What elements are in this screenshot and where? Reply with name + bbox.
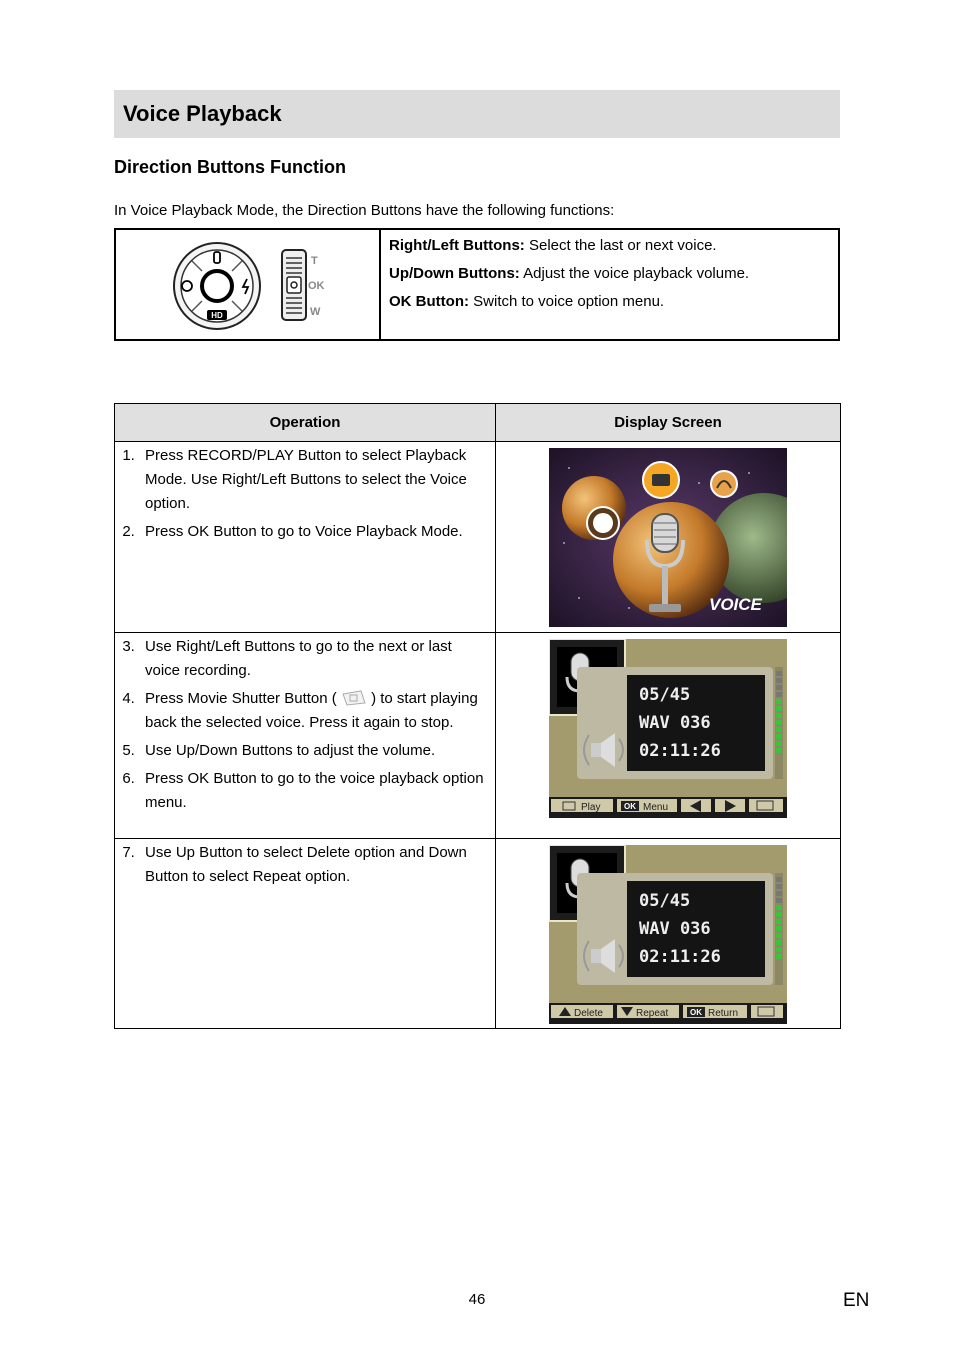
direction-buttons-illustration <box>116 230 381 339</box>
repeat-label: Repeat <box>636 1008 669 1019</box>
step-item: 6. Press OK Button to go to the voice playback option menu. <box>139 767 489 815</box>
svg-text:W: W <box>310 306 321 318</box>
volume-meter <box>775 873 783 985</box>
voice-label: VOICE <box>709 595 762 614</box>
step-item: 1. Press RECORD/PLAY Button to select Playback Mode. Use Right/Left Buttons to select the Voice option. <box>139 444 489 516</box>
voice-filename: WAV 036 <box>639 919 711 939</box>
button-function-table <box>114 228 840 341</box>
function-right-left: Right/Left Buttons: Select the last or next voice. <box>389 237 717 254</box>
section-title-bar <box>114 90 840 138</box>
display-cell <box>496 839 841 1029</box>
voice-counter: 05/45 <box>639 685 691 705</box>
display-cell <box>496 633 841 839</box>
step-item: 5. Use Up/Down Buttons to adjust the volume. <box>139 739 489 763</box>
button-function-descriptions <box>381 230 838 339</box>
step-item: 3. Use Right/Left Buttons to go to the next or last voice recording. <box>139 635 489 683</box>
voice-counter: 05/45 <box>639 891 691 911</box>
voice-filename: WAV 036 <box>639 713 711 733</box>
play-label: Play <box>581 802 601 813</box>
operation-cell <box>115 839 496 1029</box>
svg-text:OK: OK <box>308 280 325 292</box>
svg-text:OK: OK <box>690 1008 702 1017</box>
voice-time: 02:11:26 <box>639 947 721 967</box>
page-number: 46 <box>468 1291 486 1308</box>
voice-time: 02:11:26 <box>639 741 721 761</box>
movie-shutter-icon <box>341 689 367 707</box>
voice-option-screen <box>549 845 787 1024</box>
operation-cell <box>115 633 496 839</box>
operation-cell <box>115 442 496 633</box>
page-title: Voice Playback <box>123 101 282 126</box>
dpad-icon <box>116 230 379 339</box>
display-cell <box>496 442 841 633</box>
language-tag: EN <box>843 1290 870 1311</box>
operation-table <box>114 403 841 1029</box>
function-ok: OK Button: Switch to voice option menu. <box>389 293 665 310</box>
step-item: 4. Press Movie Shutter Button ( ) to start playing back the selected voice. Press it again to stop. <box>139 687 489 735</box>
operation-header: Operation <box>115 404 496 442</box>
svg-text:T: T <box>311 255 318 267</box>
display-screen-header: Display Screen <box>496 404 841 442</box>
section-subtitle: Direction Buttons Function <box>114 157 346 177</box>
function-up-down: Up/Down Buttons: Adjust the voice playback volume. <box>389 265 750 282</box>
svg-text:OK: OK <box>624 802 636 811</box>
intro-text: In Voice Playback Mode, the Direction Buttons have the following functions: <box>114 202 615 219</box>
step-item: 7. Use Up Button to select Delete option and Down Button to select Repeat option. <box>139 841 489 889</box>
svg-text:HD: HD <box>211 311 223 320</box>
voice-menu-screen <box>549 448 787 627</box>
delete-label: Delete <box>574 1008 603 1019</box>
step-item: 2. Press OK Button to go to Voice Playback Mode. <box>139 520 489 544</box>
menu-label: Menu <box>643 802 669 813</box>
volume-meter <box>775 667 783 779</box>
return-label: Return <box>708 1008 739 1019</box>
voice-playback-screen <box>549 639 787 818</box>
